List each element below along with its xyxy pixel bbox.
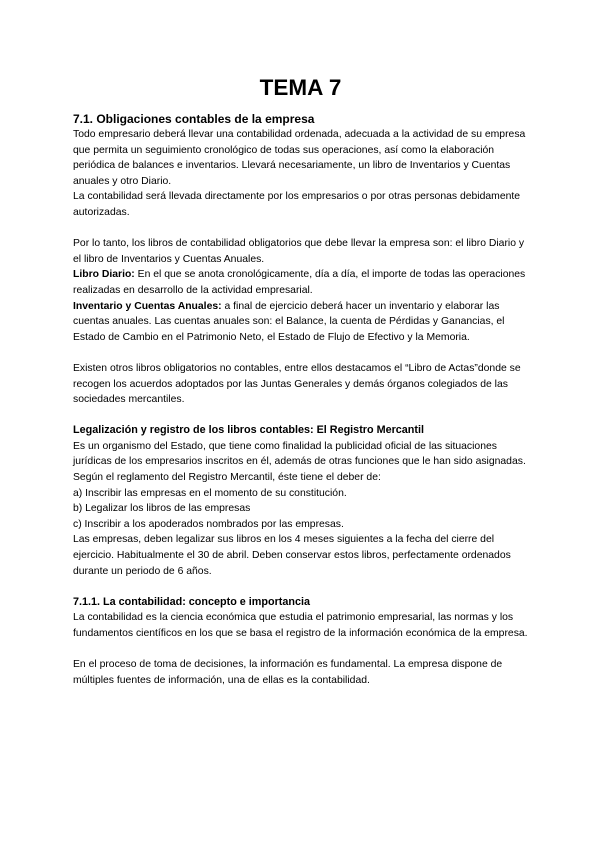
inventario-text: a final de ejercicio deberá hacer un inventario y elaborar las cuentas anuales. Las cuentas anuales son: el Balance, la cuenta de Pérdidas y Ganancias, el Estado de Cambio en el Patrimonio Neto, el Estado de Flujo de Efectivo y la Memoria. (73, 300, 505, 343)
libro-diario-text: En el que se anota cronológicamente, día a día, el importe de todas las operaciones realizadas en desarrollo de la actividad empresarial. (73, 269, 526, 296)
paragraph-libro-diario (73, 267, 528, 298)
paragraph: Las empresas, deben legalizar sus libros en los 4 meses siguientes a la fecha del cierre del ejercicio. Habitualmente el 30 de abril. Deben conservar estos libros, perfectamente ordenados durante un periodo de 6 años. (73, 534, 511, 577)
paragraph: Por lo tanto, los libros de contabilidad obligatorios que debe llevar la empresa son: el libro Diario y el libro de Inventarios y Cuentas Anuales. (73, 238, 525, 265)
page-title: TEMA 7 (259, 75, 342, 100)
libro-diario-label: Libro Diario: (73, 269, 135, 281)
spacer (73, 579, 528, 595)
paragraph: Existen otros libros obligatorios no contables, entre ellos destacamos el “Libro de Actas”donde se recogen los acuerdos adoptados por las Juntas Generales y demás órganos colegiados de las sociedades mercantiles. (73, 362, 521, 406)
paragraph-inventario (73, 299, 528, 346)
paragraph: Según el reglamento del Registro Mercantil, éste tiene el deber de: (73, 472, 381, 484)
spacer (73, 345, 528, 361)
list-item: b) Legalizar los libros de las empresas (73, 503, 251, 515)
section-heading-obligaciones: 7.1. Obligaciones contables de la empresa (73, 112, 315, 126)
spacer (73, 221, 528, 237)
paragraph: Es un organismo del Estado, que tiene como finalidad la publicidad oficial de las situaciones jurídicas de los empresarios inscritos en él, además de otras funciones que le han sido asignadas. (73, 440, 526, 468)
paragraph: En el proceso de toma de decisiones, la información es fundamental. La empresa dispone de múltiples fuentes de información, una de ellas es la contabilidad. (73, 659, 503, 686)
spacer (73, 642, 528, 658)
spacer (73, 408, 528, 424)
paragraph: La contabilidad será llevada directamente por los empresarios o por otras personas debidamente autorizadas. (73, 191, 521, 218)
list-item: c) Inscribir a los apoderados nombrados por las empresas. (73, 518, 344, 530)
section-heading-registro-mercantil: Legalización y registro de los libros contables: El Registro Mercantil (73, 424, 424, 437)
inventario-label: Inventario y Cuentas Anuales: (73, 300, 222, 312)
document-page (73, 70, 528, 688)
paragraph: La contabilidad es la ciencia económica que estudia el patrimonio empresarial, las normas y los fundamentos científicos en los que se basa el registro de la información económica de la empresa. (73, 612, 528, 639)
paragraph: Todo empresario deberá llevar una contabilidad ordenada, adecuada a la actividad de su empresa que permita un seguimiento cronológico de todas sus operaciones, así como la elaboración periódica de balances e inventarios. Llevará necesariamente, un libro de Inventarios y Cuentas anuales y otro Diario. (73, 129, 526, 187)
list-item: a) Inscribir las empresas en el momento de su constitución. (73, 487, 347, 499)
section-heading-contabilidad: 7.1.1. La contabilidad: concepto e importancia (73, 595, 310, 608)
